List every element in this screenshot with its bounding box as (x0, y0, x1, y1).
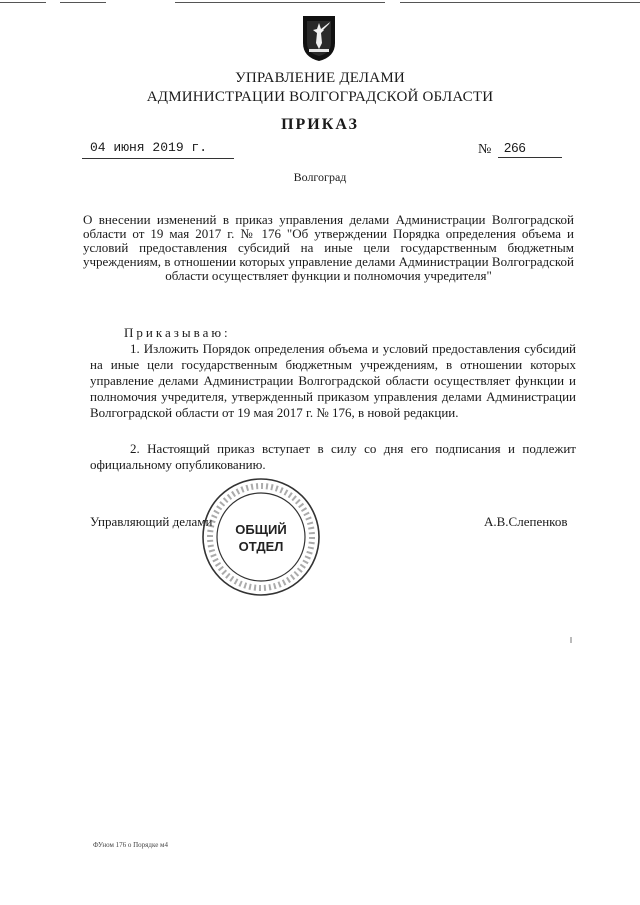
order-item-1: 1. Изложить Порядок определения объема и условий предоставления субсидий на иные цели государственным бюджетным учреждениям, в отношении которых управление делами Администрации Волгоградской области осуществляет функции и полномочия учредителя, утвержденный приказом управления делами Администрации Волгоградской области от 19 мая 2017 г. № 176, в новой редакции. (90, 341, 576, 420)
city: Волгоград (293, 170, 347, 184)
scan-edge-line (175, 2, 385, 3)
scan-edge-line (400, 2, 640, 3)
signatory-position: Управляющий делами (90, 514, 213, 529)
number-underline (498, 157, 562, 158)
organization-line-2: АДМИНИСТРАЦИИ ВОЛГОГРАДСКОЙ ОБЛАСТИ (146, 89, 494, 105)
stamp-center-line-1: ОБЩИЙ (235, 522, 287, 537)
coat-of-arms-emblem (299, 13, 339, 63)
signatory-name: А.В.Слепенков (484, 514, 568, 529)
document-number: 266 (504, 140, 526, 155)
scan-edge-line (60, 2, 106, 3)
stamp-center-line-2: ОТДЕЛ (238, 539, 284, 554)
number-field (478, 140, 562, 158)
scan-mark (570, 637, 572, 643)
number-label: № (478, 142, 492, 157)
date-field (82, 140, 234, 159)
document-title: ПРИКАЗ (281, 116, 359, 133)
order-subject: О внесении изменений в приказ управления делами Администрации Волгоградской области от 19 мая 2017 г. № 176 "Об утверждении Порядка определения объема и условий предоставления субсидий на иные цели государственным бюджетным учреждениям, в отношении которых управление делами Администрации Волгоградской области осуществляет функции и полномочия учредителя" (83, 212, 574, 283)
official-stamp (199, 475, 324, 600)
footer-file-note: ФУном 176 о Порядке м4 (93, 841, 168, 849)
order-word: Приказываю: (124, 325, 231, 340)
document-date: 04 июня 2019 г. (90, 140, 208, 155)
organization-line-1: УПРАВЛЕНИЕ ДЕЛАМИ (235, 70, 405, 86)
scan-edge-line (0, 2, 46, 3)
order-item-2: 2. Настоящий приказ вступает в силу со дня его подписания и подлежит официальному опубликованию. (90, 441, 576, 472)
